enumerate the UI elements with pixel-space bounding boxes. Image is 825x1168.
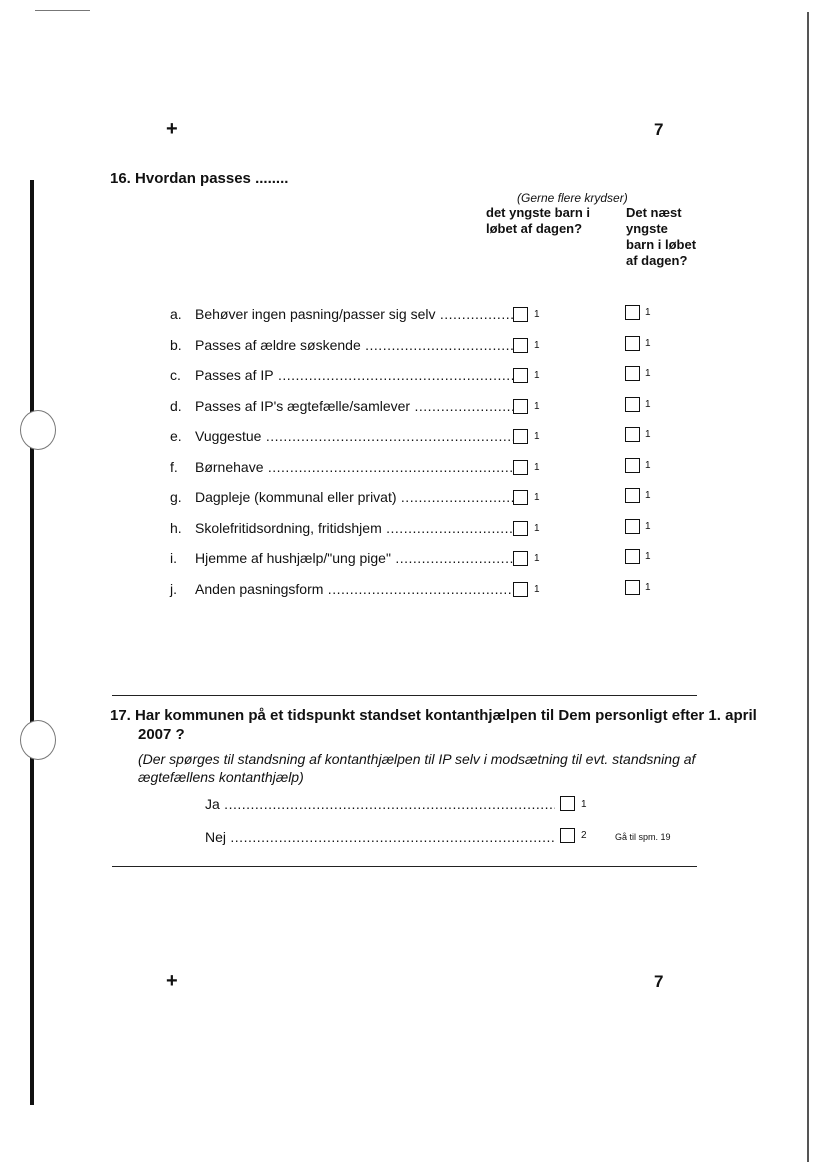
q16-second-youngest-checkbox[interactable] bbox=[625, 366, 640, 381]
q16-option-row bbox=[170, 459, 650, 479]
q16-second-youngest-checkbox[interactable] bbox=[625, 397, 640, 412]
q16-option-label: Hjemme af hushjælp/"ung pige" ..... bbox=[195, 550, 513, 568]
q16-second-youngest-checkbox[interactable] bbox=[625, 488, 640, 503]
q17-title: 17. Har kommunen på et tidspunkt standset kontanthjælpen til Dem personligt efter 1. april 2007 ? bbox=[110, 707, 757, 743]
top-edge-line bbox=[35, 10, 90, 11]
q16-option-letter: a. bbox=[170, 306, 182, 322]
q16-column-header-second-youngest: Det næst yngste barn i løbet af dagen? bbox=[626, 205, 697, 268]
q17-skip-instruction: Gå til spm. 19 bbox=[615, 832, 671, 842]
q16-youngest-code: 1 bbox=[534, 340, 540, 351]
q16-second-youngest-checkbox[interactable] bbox=[625, 336, 640, 351]
q16-option-letter: b. bbox=[170, 337, 182, 353]
q16-youngest-checkbox[interactable] bbox=[513, 582, 528, 597]
section-divider-bottom bbox=[112, 866, 697, 867]
q16-youngest-code: 1 bbox=[534, 401, 540, 412]
q16-youngest-code: 1 bbox=[534, 492, 540, 503]
q16-second-youngest-code: 1 bbox=[645, 551, 651, 562]
q16-option-label: Passes af IP ..... bbox=[195, 367, 513, 385]
q16-youngest-code: 1 bbox=[534, 523, 540, 534]
registration-mark-top: + bbox=[166, 118, 178, 140]
q16-option-letter: f. bbox=[170, 459, 178, 475]
q16-note: (Gerne flere krydser) bbox=[517, 191, 628, 205]
q17-answer-no-code: 2 bbox=[581, 830, 587, 841]
q16-option-letter: e. bbox=[170, 428, 182, 444]
q16-second-youngest-checkbox[interactable] bbox=[625, 458, 640, 473]
q16-second-youngest-code: 1 bbox=[645, 521, 651, 532]
q16-second-youngest-checkbox[interactable] bbox=[625, 519, 640, 534]
q16-option-letter: j. bbox=[170, 581, 177, 597]
q16-option-label: Vuggestue ..... bbox=[195, 428, 513, 446]
q16-second-youngest-checkbox[interactable] bbox=[625, 427, 640, 442]
q16-youngest-code: 1 bbox=[534, 462, 540, 473]
left-binding-edge bbox=[30, 180, 34, 1105]
q16-column-header-youngest: det yngste barn i løbet af dagen? bbox=[486, 205, 591, 236]
q16-youngest-code: 1 bbox=[534, 309, 540, 320]
registration-mark-bottom: + bbox=[166, 970, 178, 992]
q17-answer-no-checkbox[interactable] bbox=[560, 828, 575, 843]
q16-second-youngest-code: 1 bbox=[645, 490, 651, 501]
q16-second-youngest-code: 1 bbox=[645, 582, 651, 593]
q16-option-row bbox=[170, 398, 650, 418]
q17-answer-no-label: Nej ..... bbox=[205, 829, 555, 847]
q17-answer-yes-checkbox[interactable] bbox=[560, 796, 575, 811]
q16-second-youngest-checkbox[interactable] bbox=[625, 580, 640, 595]
q16-option-label: Behøver ingen pasning/passer sig selv ..... bbox=[195, 306, 513, 324]
right-page-edge bbox=[807, 12, 809, 1162]
q16-youngest-checkbox[interactable] bbox=[513, 490, 528, 505]
q16-youngest-checkbox[interactable] bbox=[513, 551, 528, 566]
q16-option-label: Børnehave ..... bbox=[195, 459, 513, 477]
q16-option-label: Anden pasningsform ..... bbox=[195, 581, 513, 599]
punch-hole-icon bbox=[20, 720, 56, 760]
q16-option-letter: d. bbox=[170, 398, 182, 414]
punch-hole-icon bbox=[20, 410, 56, 450]
q16-option-label: Passes af ældre søskende ..... bbox=[195, 337, 513, 355]
q16-second-youngest-code: 1 bbox=[645, 338, 651, 349]
q16-second-youngest-code: 1 bbox=[645, 307, 651, 318]
q16-youngest-checkbox[interactable] bbox=[513, 368, 528, 383]
q16-youngest-code: 1 bbox=[534, 584, 540, 595]
q16-option-row bbox=[170, 520, 650, 540]
q16-title: 16. Hvordan passes ........ bbox=[110, 170, 289, 187]
q16-second-youngest-code: 1 bbox=[645, 429, 651, 440]
q16-second-youngest-checkbox[interactable] bbox=[625, 549, 640, 564]
q16-second-youngest-checkbox[interactable] bbox=[625, 305, 640, 320]
q17-answer-yes-code: 1 bbox=[581, 799, 587, 810]
q16-second-youngest-code: 1 bbox=[645, 460, 651, 471]
q16-option-row bbox=[170, 367, 650, 387]
page-number-top: 7 bbox=[654, 120, 664, 139]
section-divider bbox=[112, 695, 697, 696]
q17-note: (Der spørges til standsning af kontanthjælpen til IP selv i modsætning til evt. standsning af ægtefællens kontanthjælp) bbox=[138, 751, 696, 785]
q16-youngest-checkbox[interactable] bbox=[513, 399, 528, 414]
q16-youngest-code: 1 bbox=[534, 370, 540, 381]
q16-youngest-checkbox[interactable] bbox=[513, 521, 528, 536]
q16-option-letter: c. bbox=[170, 367, 181, 383]
q16-youngest-code: 1 bbox=[534, 431, 540, 442]
q16-option-label: Dagpleje (kommunal eller privat) ..... bbox=[195, 489, 513, 507]
q16-option-row bbox=[170, 428, 650, 448]
q16-second-youngest-code: 1 bbox=[645, 399, 651, 410]
q16-option-letter: h. bbox=[170, 520, 182, 536]
q16-youngest-checkbox[interactable] bbox=[513, 460, 528, 475]
q16-option-row bbox=[170, 489, 650, 509]
q16-option-label: Passes af IP's ægtefælle/samlever ..... bbox=[195, 398, 513, 416]
q16-youngest-checkbox[interactable] bbox=[513, 338, 528, 353]
q16-youngest-code: 1 bbox=[534, 553, 540, 564]
q16-option-letter: g. bbox=[170, 489, 182, 505]
q16-youngest-checkbox[interactable] bbox=[513, 307, 528, 322]
q16-option-row bbox=[170, 581, 650, 601]
q16-option-letter: i. bbox=[170, 550, 177, 566]
q16-youngest-checkbox[interactable] bbox=[513, 429, 528, 444]
q16-option-row bbox=[170, 337, 650, 357]
page-number-bottom: 7 bbox=[654, 972, 664, 991]
q17-answer-yes-label: Ja ..... bbox=[205, 796, 555, 814]
q16-second-youngest-code: 1 bbox=[645, 368, 651, 379]
q16-option-row bbox=[170, 550, 650, 570]
q16-option-label: Skolefritidsordning, fritidshjem ..... bbox=[195, 520, 513, 538]
q16-option-row bbox=[170, 306, 650, 326]
